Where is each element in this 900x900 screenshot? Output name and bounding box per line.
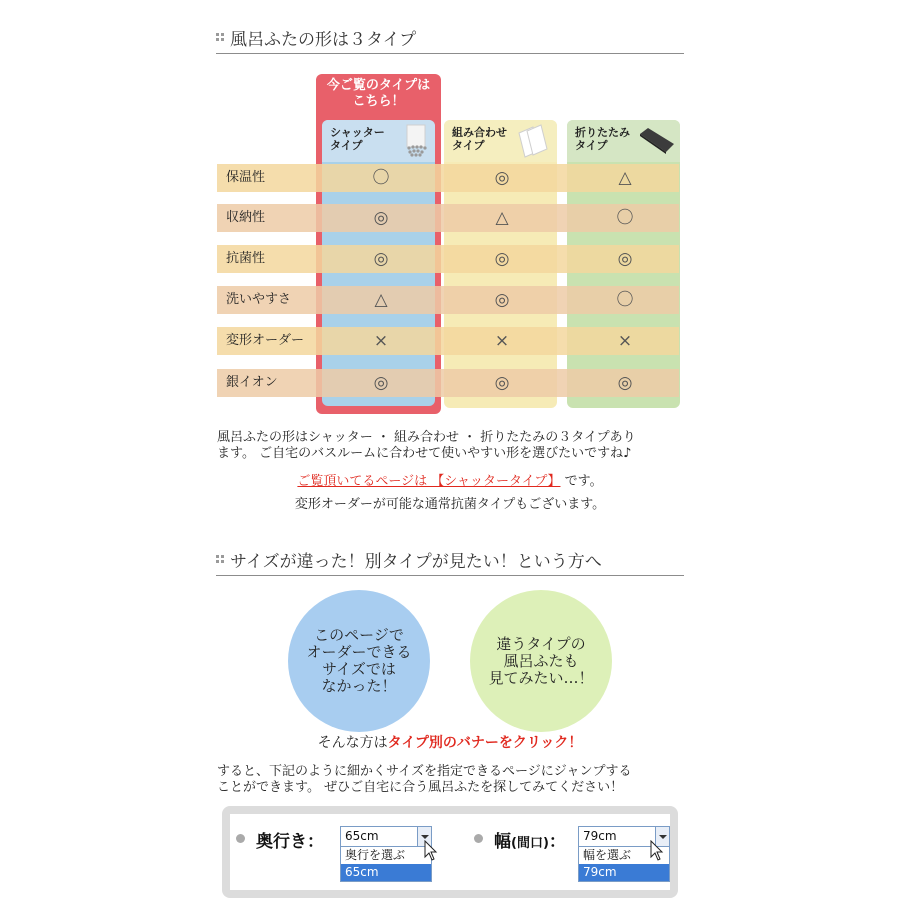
rating-symbol: 〇 xyxy=(372,168,390,188)
rating-symbol: ◎ xyxy=(617,249,633,269)
rating-symbol: ◎ xyxy=(494,290,510,310)
depth-option[interactable]: 奥行を選ぶ xyxy=(345,848,406,862)
depth-label: 奥行き： xyxy=(256,832,324,852)
description-paragraph xyxy=(217,430,687,462)
rating-symbol: × xyxy=(373,331,389,351)
jump-line-1: すると、下記のように細かくサイズを指定できるページにジャンプする xyxy=(217,764,632,779)
bubble-size-not-available: このページで オーダーできる サイズでは なかった！ xyxy=(288,590,430,732)
combination-panels-icon xyxy=(515,123,553,159)
current-page-notice: ご覧頂いてるページは 【シャッタータイプ】 xyxy=(297,474,561,489)
row-label: 保温性 xyxy=(226,170,266,185)
rating-symbol: △ xyxy=(495,208,509,228)
section-title-text: 風呂ふたの形は３タイプ xyxy=(230,30,417,50)
column-header-combination xyxy=(444,120,557,162)
folding-lid-icon xyxy=(636,124,676,156)
rating-symbol: △ xyxy=(618,168,632,188)
bullet-icon xyxy=(474,834,483,843)
row-label: 収納性 xyxy=(226,210,266,225)
section-title-types xyxy=(216,24,684,54)
cta-click-banner: タイプ別のバナーをクリック！ xyxy=(387,735,583,751)
column-label-folding: 折りたたみ タイプ xyxy=(575,126,630,152)
column-label-combination: 組み合わせ タイプ xyxy=(452,126,507,152)
notice-suffix: です。 xyxy=(560,474,603,489)
depth-options xyxy=(340,847,432,882)
bullet-icon xyxy=(236,834,245,843)
cta-prefix: そんな方は xyxy=(317,735,388,751)
dots-icon xyxy=(216,555,226,565)
shutter-lid-icon xyxy=(401,123,431,159)
width-label-colon: ： xyxy=(548,832,566,852)
rating-symbol: ◎ xyxy=(373,249,389,269)
highlight-header: 今ご覧のタイプは こちら！ xyxy=(326,78,431,109)
column-label-shutter: シャッター タイプ xyxy=(330,126,385,152)
cta-line xyxy=(200,735,700,751)
description-line-2: ます。 ご自宅のバスルームに合わせて使いやすい形を選びたいですね♪ xyxy=(217,446,632,461)
width-label-main: 幅 xyxy=(494,832,511,852)
rating-symbol: ◎ xyxy=(494,168,510,188)
rating-symbol: ◎ xyxy=(494,373,510,393)
jump-paragraph xyxy=(217,764,687,796)
width-select-value: 79cm xyxy=(583,829,617,843)
depth-option-selected[interactable]: 65cm xyxy=(341,864,431,881)
mouse-cursor-icon xyxy=(424,840,438,862)
rating-symbol: ◎ xyxy=(617,373,633,393)
row-label: 銀イオン xyxy=(226,375,278,390)
rating-symbol: ◎ xyxy=(373,373,389,393)
rating-symbol: △ xyxy=(374,290,388,310)
section-title-other-types xyxy=(216,546,684,576)
dots-icon xyxy=(216,33,226,43)
notice-line xyxy=(200,474,700,490)
rating-symbol: 〇 xyxy=(616,290,634,310)
depth-select[interactable] xyxy=(340,826,432,847)
bubble-see-other-types: 違うタイプの 風呂ふたも 見てみたい…！ xyxy=(470,590,612,732)
width-label xyxy=(494,827,566,852)
column-header-folding xyxy=(567,120,680,162)
custom-order-notice: 変形オーダーが可能な通常抗菌タイプもございます。 xyxy=(294,497,606,512)
description-line-1: 風呂ふたの形はシャッター ・ 組み合わせ ・ 折りたたみの３タイプあり xyxy=(217,430,636,445)
mouse-cursor-icon xyxy=(650,840,664,862)
width-label-small: (間口) xyxy=(511,836,549,851)
section-title-text: サイズが違った！別タイプが見たい！という方へ xyxy=(230,552,602,572)
rating-symbol: ◎ xyxy=(494,249,510,269)
rating-symbol: 〇 xyxy=(616,208,634,228)
rating-symbol: × xyxy=(617,331,633,351)
jump-line-2: ことができます。 ぜひご自宅に合う風呂ふたを探してみてください！ xyxy=(217,780,624,795)
rating-symbol: ◎ xyxy=(373,208,389,228)
row-label: 抗菌性 xyxy=(226,251,266,266)
width-option[interactable]: 幅を選ぶ xyxy=(583,848,632,862)
row-label: 変形オーダー xyxy=(226,333,305,348)
column-header-shutter xyxy=(322,120,435,162)
row-label: 洗いやすさ xyxy=(226,292,292,307)
depth-select-value: 65cm xyxy=(345,829,379,843)
width-option-selected[interactable]: 79cm xyxy=(579,864,669,881)
rating-symbol: × xyxy=(494,331,510,351)
